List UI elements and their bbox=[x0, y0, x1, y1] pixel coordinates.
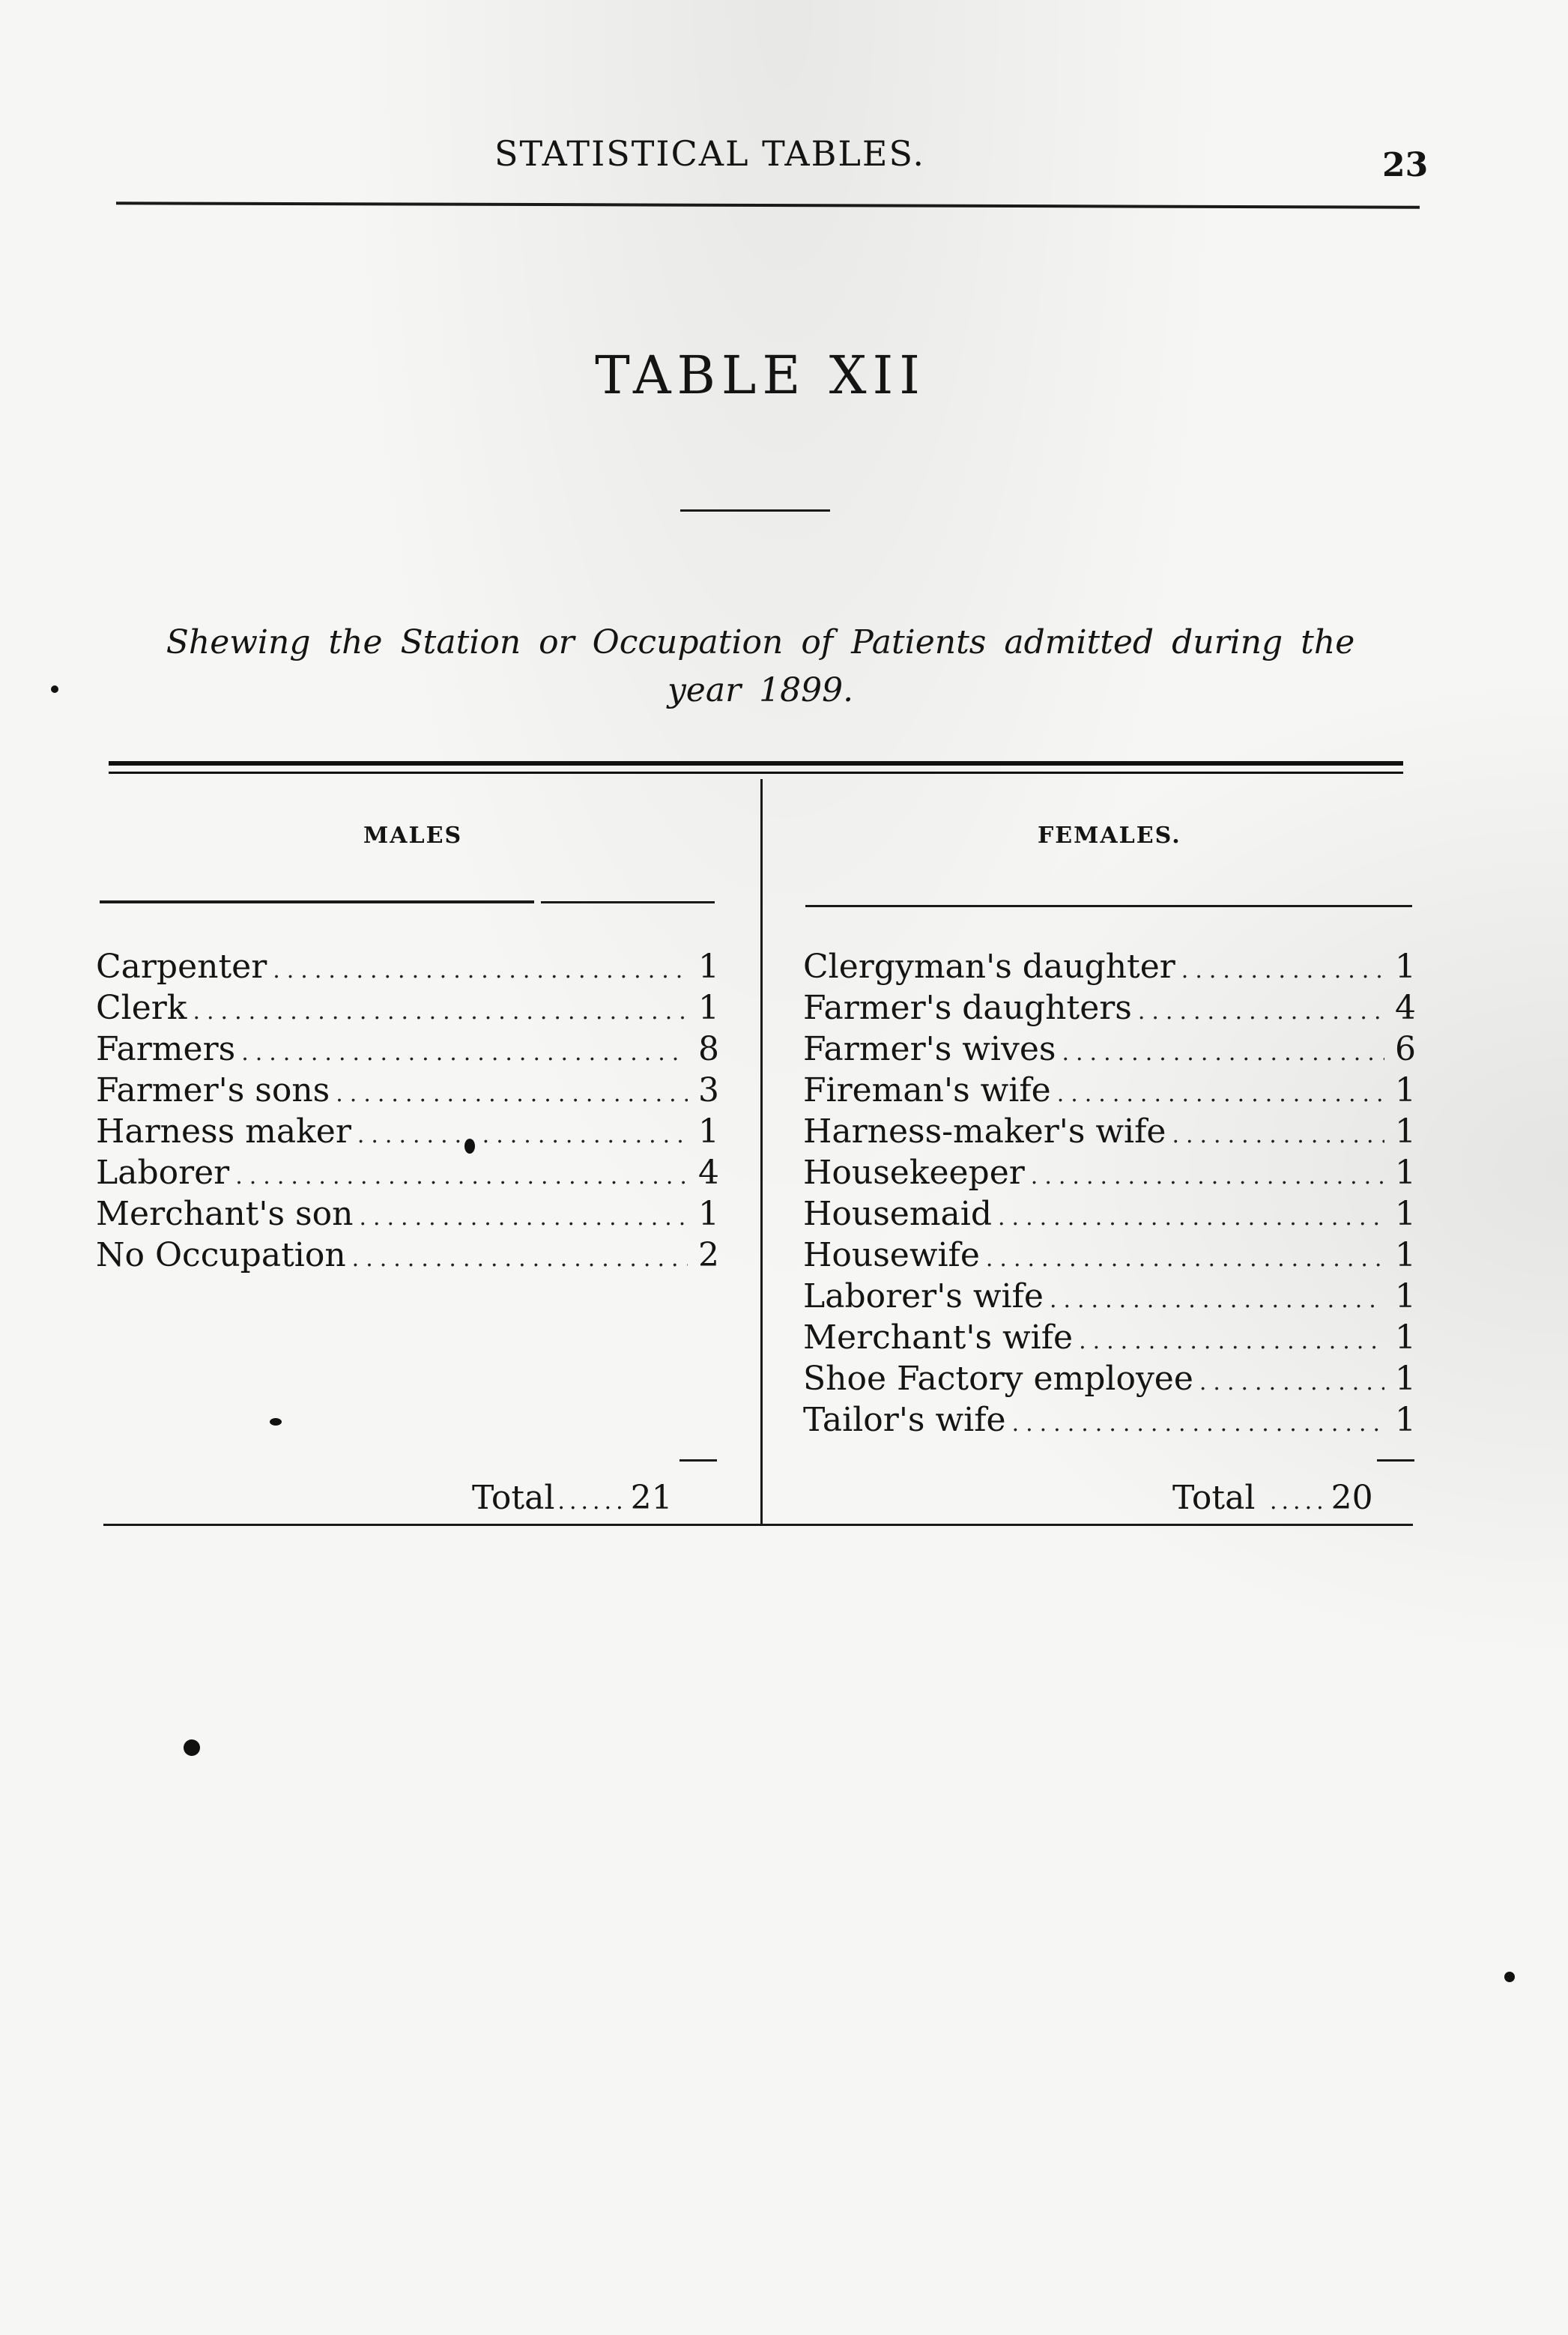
female-leader-dots bbox=[1138, 991, 1384, 1032]
female-count: 6 bbox=[1395, 1030, 1416, 1068]
female-row bbox=[803, 1235, 1416, 1276]
female-leader-dots bbox=[1050, 1279, 1384, 1321]
subtitle-line-2: year 1899. bbox=[667, 671, 854, 709]
female-count: 1 bbox=[1395, 1318, 1416, 1357]
male-occupation: No Occupation bbox=[96, 1236, 346, 1274]
females-total-label: Total bbox=[1172, 1479, 1256, 1517]
male-occupation: Farmer's sons bbox=[96, 1071, 330, 1109]
female-leader-dots bbox=[1057, 1073, 1384, 1115]
males-total bbox=[472, 1477, 673, 1522]
table-top-rule-thin bbox=[109, 772, 1403, 774]
females-total-leader: ..... bbox=[1258, 1488, 1328, 1515]
subtitle-line-1: Shewing the Station or Occupation of Patients admitted during the bbox=[166, 623, 1355, 661]
females-total bbox=[1172, 1477, 1373, 1522]
scan-speck bbox=[1504, 1972, 1515, 1982]
female-occupation: Tailor's wife bbox=[803, 1401, 1006, 1439]
female-row bbox=[803, 1317, 1416, 1358]
female-occupation: Farmer's daughters bbox=[803, 989, 1132, 1027]
female-row bbox=[803, 1029, 1416, 1070]
page-number: 23 bbox=[1382, 146, 1429, 184]
male-count: 4 bbox=[698, 1154, 719, 1192]
female-count: 1 bbox=[1395, 1195, 1416, 1233]
males-column-heading: MALES bbox=[363, 823, 463, 849]
males-total-rule bbox=[679, 1459, 717, 1462]
male-row bbox=[96, 1235, 719, 1276]
male-leader-dots bbox=[235, 1156, 688, 1197]
females-column-heading: FEMALES. bbox=[1038, 823, 1181, 849]
female-count: 1 bbox=[1395, 1236, 1416, 1274]
female-count: 1 bbox=[1395, 1401, 1416, 1439]
female-count: 1 bbox=[1395, 1154, 1416, 1192]
female-leader-dots bbox=[1031, 1156, 1384, 1197]
male-occupation: Clerk bbox=[96, 989, 187, 1027]
male-row bbox=[96, 946, 719, 987]
female-occupation: Clergyman's daughter bbox=[803, 948, 1175, 986]
female-count: 1 bbox=[1395, 1071, 1416, 1109]
female-occupation: Laborer's wife bbox=[803, 1277, 1044, 1315]
female-count: 1 bbox=[1395, 1112, 1416, 1151]
females-total-rule bbox=[1377, 1459, 1414, 1462]
males-total-label: Total bbox=[472, 1479, 555, 1517]
scan-speck bbox=[184, 1739, 200, 1756]
female-leader-dots bbox=[1079, 1321, 1384, 1362]
table-bottom-rule bbox=[103, 1524, 1413, 1526]
female-count: 1 bbox=[1395, 1277, 1416, 1315]
header-rule bbox=[116, 202, 1420, 208]
male-count: 1 bbox=[698, 1112, 719, 1151]
male-leader-dots bbox=[273, 950, 688, 991]
males-heading-rule bbox=[100, 900, 534, 903]
female-row bbox=[803, 1276, 1416, 1317]
female-occupation: Housemaid bbox=[803, 1195, 993, 1233]
male-row bbox=[96, 1029, 719, 1070]
scan-speck bbox=[464, 1139, 475, 1154]
males-total-value: 21 bbox=[630, 1479, 673, 1517]
female-leader-dots bbox=[986, 1238, 1384, 1279]
female-row bbox=[803, 987, 1416, 1029]
male-leader-dots bbox=[357, 1115, 688, 1156]
male-count: 1 bbox=[698, 989, 719, 1027]
male-count: 2 bbox=[698, 1236, 719, 1274]
female-leader-dots bbox=[1012, 1403, 1384, 1444]
female-leader-dots bbox=[1181, 950, 1384, 991]
female-leader-dots bbox=[1062, 1032, 1384, 1073]
females-total-value: 20 bbox=[1331, 1479, 1373, 1517]
female-occupation: Housewife bbox=[803, 1236, 980, 1274]
female-leader-dots bbox=[998, 1197, 1384, 1238]
male-row bbox=[96, 1070, 719, 1111]
female-row bbox=[803, 946, 1416, 987]
male-row bbox=[96, 1152, 719, 1193]
male-count: 1 bbox=[698, 1195, 719, 1233]
male-leader-dots bbox=[241, 1032, 688, 1073]
female-count: 1 bbox=[1395, 1360, 1416, 1398]
female-count: 1 bbox=[1395, 948, 1416, 986]
male-occupation: Laborer bbox=[96, 1154, 230, 1192]
male-leader-dots bbox=[352, 1238, 688, 1279]
table-subtitle bbox=[127, 619, 1393, 715]
table-title: TABLE XII bbox=[595, 345, 926, 406]
male-leader-dots bbox=[193, 991, 688, 1032]
male-count: 8 bbox=[698, 1030, 719, 1068]
female-occupation: Harness-maker's wife bbox=[803, 1112, 1166, 1151]
male-count: 3 bbox=[698, 1071, 719, 1109]
females-list bbox=[803, 946, 1416, 1441]
female-row bbox=[803, 1193, 1416, 1235]
female-occupation: Housekeeper bbox=[803, 1154, 1025, 1192]
female-row bbox=[803, 1152, 1416, 1193]
males-list bbox=[96, 946, 719, 1276]
male-leader-dots bbox=[336, 1073, 688, 1115]
female-leader-dots bbox=[1172, 1115, 1384, 1156]
female-occupation: Farmer's wives bbox=[803, 1030, 1056, 1068]
running-head: STATISTICAL TABLES. bbox=[494, 133, 925, 174]
female-leader-dots bbox=[1199, 1362, 1384, 1403]
male-row bbox=[96, 1111, 719, 1152]
male-leader-dots bbox=[359, 1197, 688, 1238]
males-total-leader: ...... bbox=[557, 1488, 628, 1515]
female-occupation: Fireman's wife bbox=[803, 1071, 1051, 1109]
male-occupation: Harness maker bbox=[96, 1112, 351, 1151]
male-occupation: Farmers bbox=[96, 1030, 236, 1068]
female-count: 4 bbox=[1395, 989, 1416, 1027]
female-row bbox=[803, 1358, 1416, 1399]
female-row bbox=[803, 1070, 1416, 1111]
female-row bbox=[803, 1111, 1416, 1152]
male-row bbox=[96, 987, 719, 1029]
male-row bbox=[96, 1193, 719, 1235]
table-top-rule-thick bbox=[109, 761, 1403, 766]
female-row bbox=[803, 1399, 1416, 1441]
male-occupation: Carpenter bbox=[96, 948, 267, 986]
title-rule bbox=[680, 509, 830, 512]
females-heading-rule bbox=[805, 905, 1412, 907]
column-divider bbox=[760, 779, 763, 1524]
scan-speck bbox=[51, 685, 58, 693]
male-occupation: Merchant's son bbox=[96, 1195, 354, 1233]
female-occupation: Shoe Factory employee bbox=[803, 1360, 1193, 1398]
scan-speck bbox=[270, 1418, 282, 1426]
female-occupation: Merchant's wife bbox=[803, 1318, 1074, 1357]
male-count: 1 bbox=[698, 948, 719, 986]
males-heading-rule-2 bbox=[541, 901, 715, 903]
